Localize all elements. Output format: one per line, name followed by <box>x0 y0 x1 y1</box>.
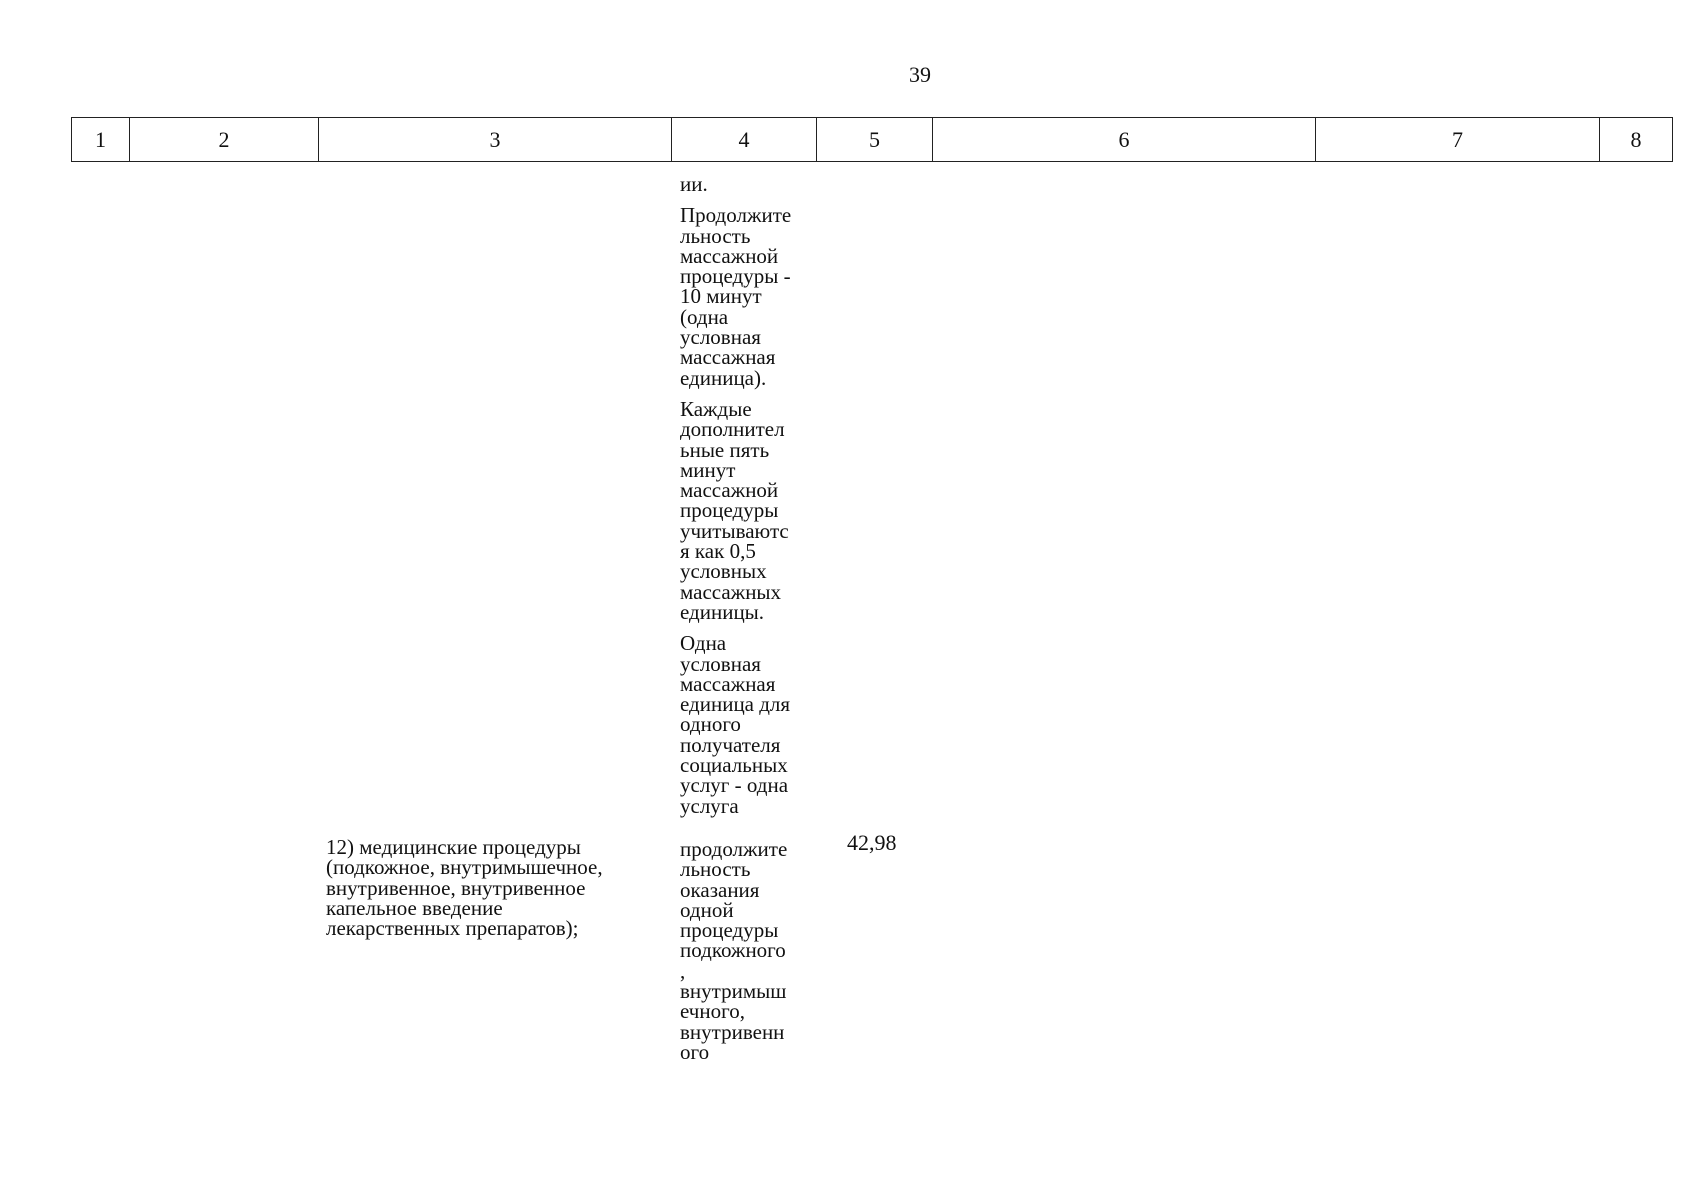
text-line: массажная <box>680 671 776 696</box>
text-line: лекарственных препаратов); <box>326 916 579 941</box>
page-number: 39 <box>909 62 931 87</box>
column-4-paragraph <box>680 396 820 624</box>
header-col-6: 6 <box>933 118 1316 162</box>
text-line: внутримыш <box>680 979 787 1004</box>
column-4-continuation <box>680 174 820 816</box>
text-line: единица). <box>680 365 767 390</box>
text-line: Одна <box>680 631 727 656</box>
text-line: минут <box>680 457 736 482</box>
text-line: продолжите <box>680 837 788 861</box>
text-line: ого <box>680 1039 710 1064</box>
text-line: ечного, <box>680 999 745 1024</box>
text-line: услуга <box>680 793 739 818</box>
text-line: процедуры - <box>680 264 791 289</box>
text-line: условная <box>680 325 761 350</box>
header-col-2: 2 <box>130 118 319 162</box>
text-line: получателя <box>680 732 781 757</box>
text-line: подкожного <box>680 938 786 963</box>
item-12-description <box>680 839 820 1062</box>
text-line: Каждые <box>680 396 752 421</box>
text-line: Продолжите <box>680 203 792 228</box>
text-line: социальных <box>680 753 788 778</box>
text-line: единицы. <box>680 599 765 624</box>
text-line: внутривенное, внутривенное <box>326 875 586 900</box>
column-4-paragraph <box>680 174 820 194</box>
header-col-5: 5 <box>817 118 933 162</box>
text-line: массажных <box>680 579 782 604</box>
header-col-8: 8 <box>1600 118 1673 162</box>
text-line: , <box>680 958 686 983</box>
text-line: ьные пять <box>680 437 770 462</box>
text-line: дополнител <box>680 417 785 442</box>
column-4-paragraph <box>680 633 820 816</box>
item-12-service-name <box>326 835 666 941</box>
text-line: одного <box>680 712 741 737</box>
header-col-1: 1 <box>72 118 130 162</box>
column-4-paragraph <box>680 205 820 388</box>
text-line: (одна <box>680 304 729 329</box>
text-line: условных <box>680 559 767 584</box>
text-line: массажной <box>680 243 779 268</box>
header-col-4: 4 <box>672 118 817 162</box>
header-row <box>72 118 1673 162</box>
header-col-3: 3 <box>319 118 672 162</box>
text-line: услуг - одна <box>680 773 789 798</box>
text-line: внутривенн <box>680 1019 785 1044</box>
text-line: 12) медицинские процедуры <box>326 835 581 859</box>
header-col-7: 7 <box>1316 118 1600 162</box>
text-line: льность <box>680 857 751 882</box>
text-line: условная <box>680 651 761 676</box>
text-line: массажной <box>680 478 779 503</box>
text-line: оказания <box>680 877 760 902</box>
text-line: учитываютс <box>680 518 789 543</box>
text-line: процедуры <box>680 498 779 523</box>
text-line: капельное введение <box>326 895 503 920</box>
item-12-description-paragraph <box>680 958 820 983</box>
item-12-description-paragraph <box>680 981 820 1062</box>
text-line: единица для <box>680 692 791 717</box>
text-line: массажная <box>680 345 776 370</box>
column-number-header <box>71 117 1673 162</box>
item-12-tariff: 42,98 <box>847 830 897 855</box>
text-line: ии. <box>680 172 708 196</box>
text-line: льность <box>680 223 751 248</box>
text-line: процедуры <box>680 918 779 943</box>
text-line: одной <box>680 897 734 922</box>
item-12-description-paragraph <box>680 839 820 961</box>
text-line: 10 минут <box>680 284 762 309</box>
text-line: (подкожное, внутримышечное, <box>326 855 603 880</box>
text-line: я как 0,5 <box>680 539 756 564</box>
